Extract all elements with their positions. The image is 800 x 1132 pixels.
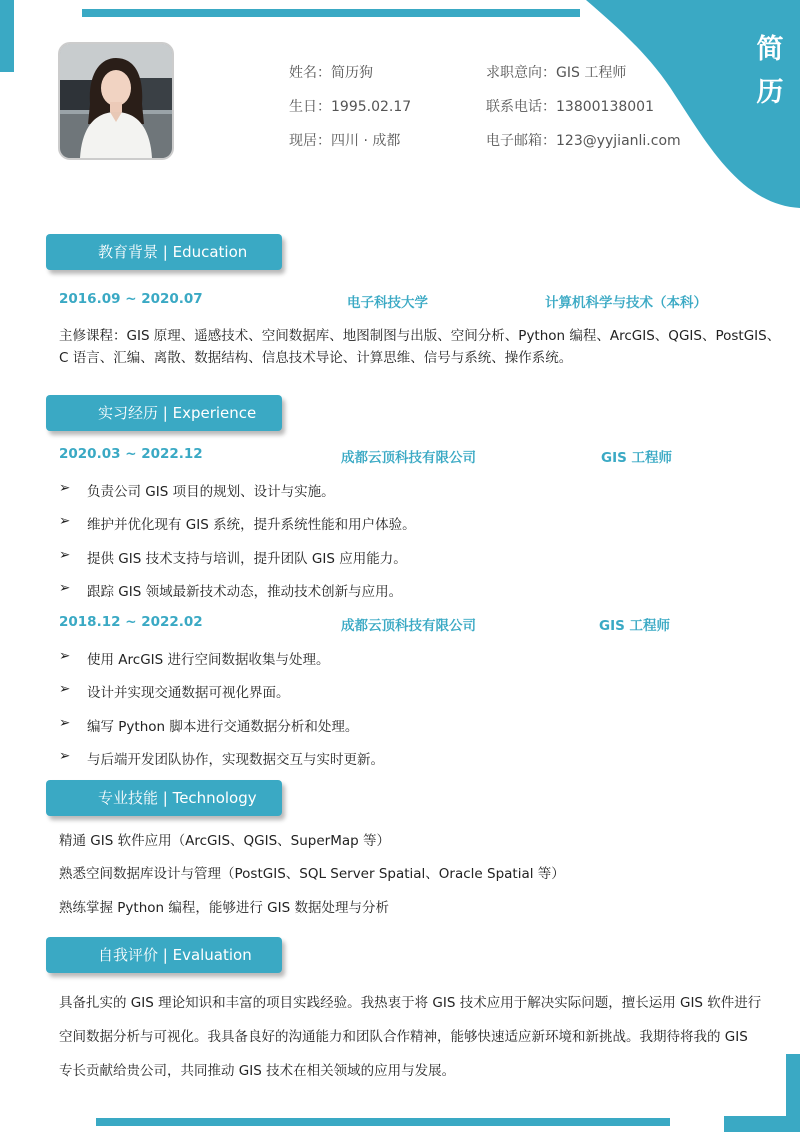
bullet-text: 使用 ArcGIS 进行空间数据收集与处理。: [87, 652, 330, 668]
bullet-text: 维护并优化现有 GIS 系统，提升系统性能和用户体验。: [87, 517, 416, 533]
section-header-experience: [46, 395, 282, 431]
job-1-bullet-1: [59, 480, 659, 500]
job-1-bullet-3: [59, 547, 659, 567]
portrait-icon: [60, 44, 172, 158]
job-1-bullet-2: [59, 513, 659, 533]
job-2-bullet-2: [59, 681, 659, 701]
info-email: 电子邮箱：123@yyjianli.com: [486, 133, 681, 149]
bullet-arrow-icon: ➢: [59, 715, 71, 731]
resume-title: [752, 28, 788, 114]
evaluation-line-1: 具备扎实的 GIS 理论知识和丰富的项目实践经验。我热衷于将 GIS 技术应用于解决实际问题，擅长运用 GIS 软件进行: [59, 995, 762, 1011]
section-title-skills: 专业技能 | Technology: [98, 789, 257, 807]
decor-bar-top-left: [0, 0, 14, 72]
education-courses-line-2: C 语言、汇编、离散、数据结构、信息技术导论、计算思维、信号与系统、操作系统。: [59, 350, 573, 366]
avatar-photo: [58, 42, 174, 160]
bullet-text: 跟踪 GIS 领域最新技术动态，推动技术创新与应用。: [87, 584, 403, 600]
job-2-period: 2018.12 ~ 2022.02: [59, 614, 203, 630]
bullet-arrow-icon: ➢: [59, 681, 71, 697]
evaluation-line-3: 专长贡献给贵公司，共同推动 GIS 技术在相关领域的应用与发展。: [59, 1063, 456, 1079]
section-title-evaluation: 自我评价 | Evaluation: [98, 946, 252, 964]
skill-item-3: 熟练掌握 Python 编程，能够进行 GIS 数据处理与分析: [59, 900, 389, 916]
education-major: 计算机科学与技术（本科）: [545, 295, 707, 311]
education-period: 2016.09 ~ 2020.07: [59, 291, 203, 307]
education-school: 电子科技大学: [347, 295, 428, 311]
bullet-arrow-icon: ➢: [59, 748, 71, 764]
section-title-education: 教育背景 | Education: [98, 243, 248, 261]
job-2-company: 成都云顶科技有限公司: [341, 618, 476, 634]
job-1-bullet-4: [59, 580, 659, 600]
section-header-evaluation: [46, 937, 282, 973]
skill-item-2: 熟悉空间数据库设计与管理（PostGIS、SQL Server Spatial、Oracle Spatial 等）: [59, 866, 565, 882]
info-objective: 求职意向：GIS 工程师: [486, 65, 627, 81]
job-1-title: GIS 工程师: [601, 450, 673, 466]
bullet-text: 负责公司 GIS 项目的规划、设计与实施。: [87, 484, 335, 500]
job-2-title: GIS 工程师: [599, 618, 671, 634]
section-header-skills: [46, 780, 282, 816]
job-2-bullet-3: [59, 715, 659, 735]
bullet-arrow-icon: ➢: [59, 480, 71, 496]
info-phone: 联系电话：13800138001: [486, 99, 654, 115]
bullet-text: 编写 Python 脚本进行交通数据分析和处理。: [87, 719, 359, 735]
job-1-company: 成都云顶科技有限公司: [341, 450, 476, 466]
bullet-arrow-icon: ➢: [59, 580, 71, 596]
resume-title-char-1: 简: [756, 34, 784, 65]
decor-bar-bottom: [96, 1118, 670, 1126]
evaluation-line-2: 空间数据分析与可视化。我具备良好的沟通能力和团队合作精神，能够快速适应新环境和新挑战。我期待将我的 GIS: [59, 1029, 748, 1045]
bullet-text: 提供 GIS 技术支持与培训，提升团队 GIS 应用能力。: [87, 551, 407, 567]
decor-bar-top: [82, 9, 580, 17]
bullet-arrow-icon: ➢: [59, 648, 71, 664]
job-2-bullet-4: [59, 748, 659, 768]
decor-bar-bottom-right-2: [724, 1116, 786, 1132]
info-residence: 现居：四川 · 成都: [289, 133, 401, 149]
bullet-text: 设计并实现交通数据可视化界面。: [87, 685, 290, 701]
skill-item-1: 精通 GIS 软件应用（ArcGIS、QGIS、SuperMap 等）: [59, 833, 390, 849]
bullet-text: 与后端开发团队协作，实现数据交互与实时更新。: [87, 752, 384, 768]
info-birth: 生日：1995.02.17: [289, 99, 412, 115]
info-name: 姓名：简历狗: [289, 65, 373, 81]
job-1-period: 2020.03 ~ 2022.12: [59, 446, 203, 462]
section-header-education: [46, 234, 282, 270]
section-title-experience: 实习经历 | Experience: [98, 404, 257, 422]
job-2-bullet-1: [59, 648, 659, 668]
education-courses-line-1: 主修课程：GIS 原理、遥感技术、空间数据库、地图制图与出版、空间分析、Python 编程、ArcGIS、QGIS、PostGIS、: [59, 328, 781, 344]
decor-bar-bottom-right: [786, 1054, 800, 1132]
bullet-arrow-icon: ➢: [59, 547, 71, 563]
bullet-arrow-icon: ➢: [59, 513, 71, 529]
resume-title-char-2: 历: [756, 77, 784, 108]
